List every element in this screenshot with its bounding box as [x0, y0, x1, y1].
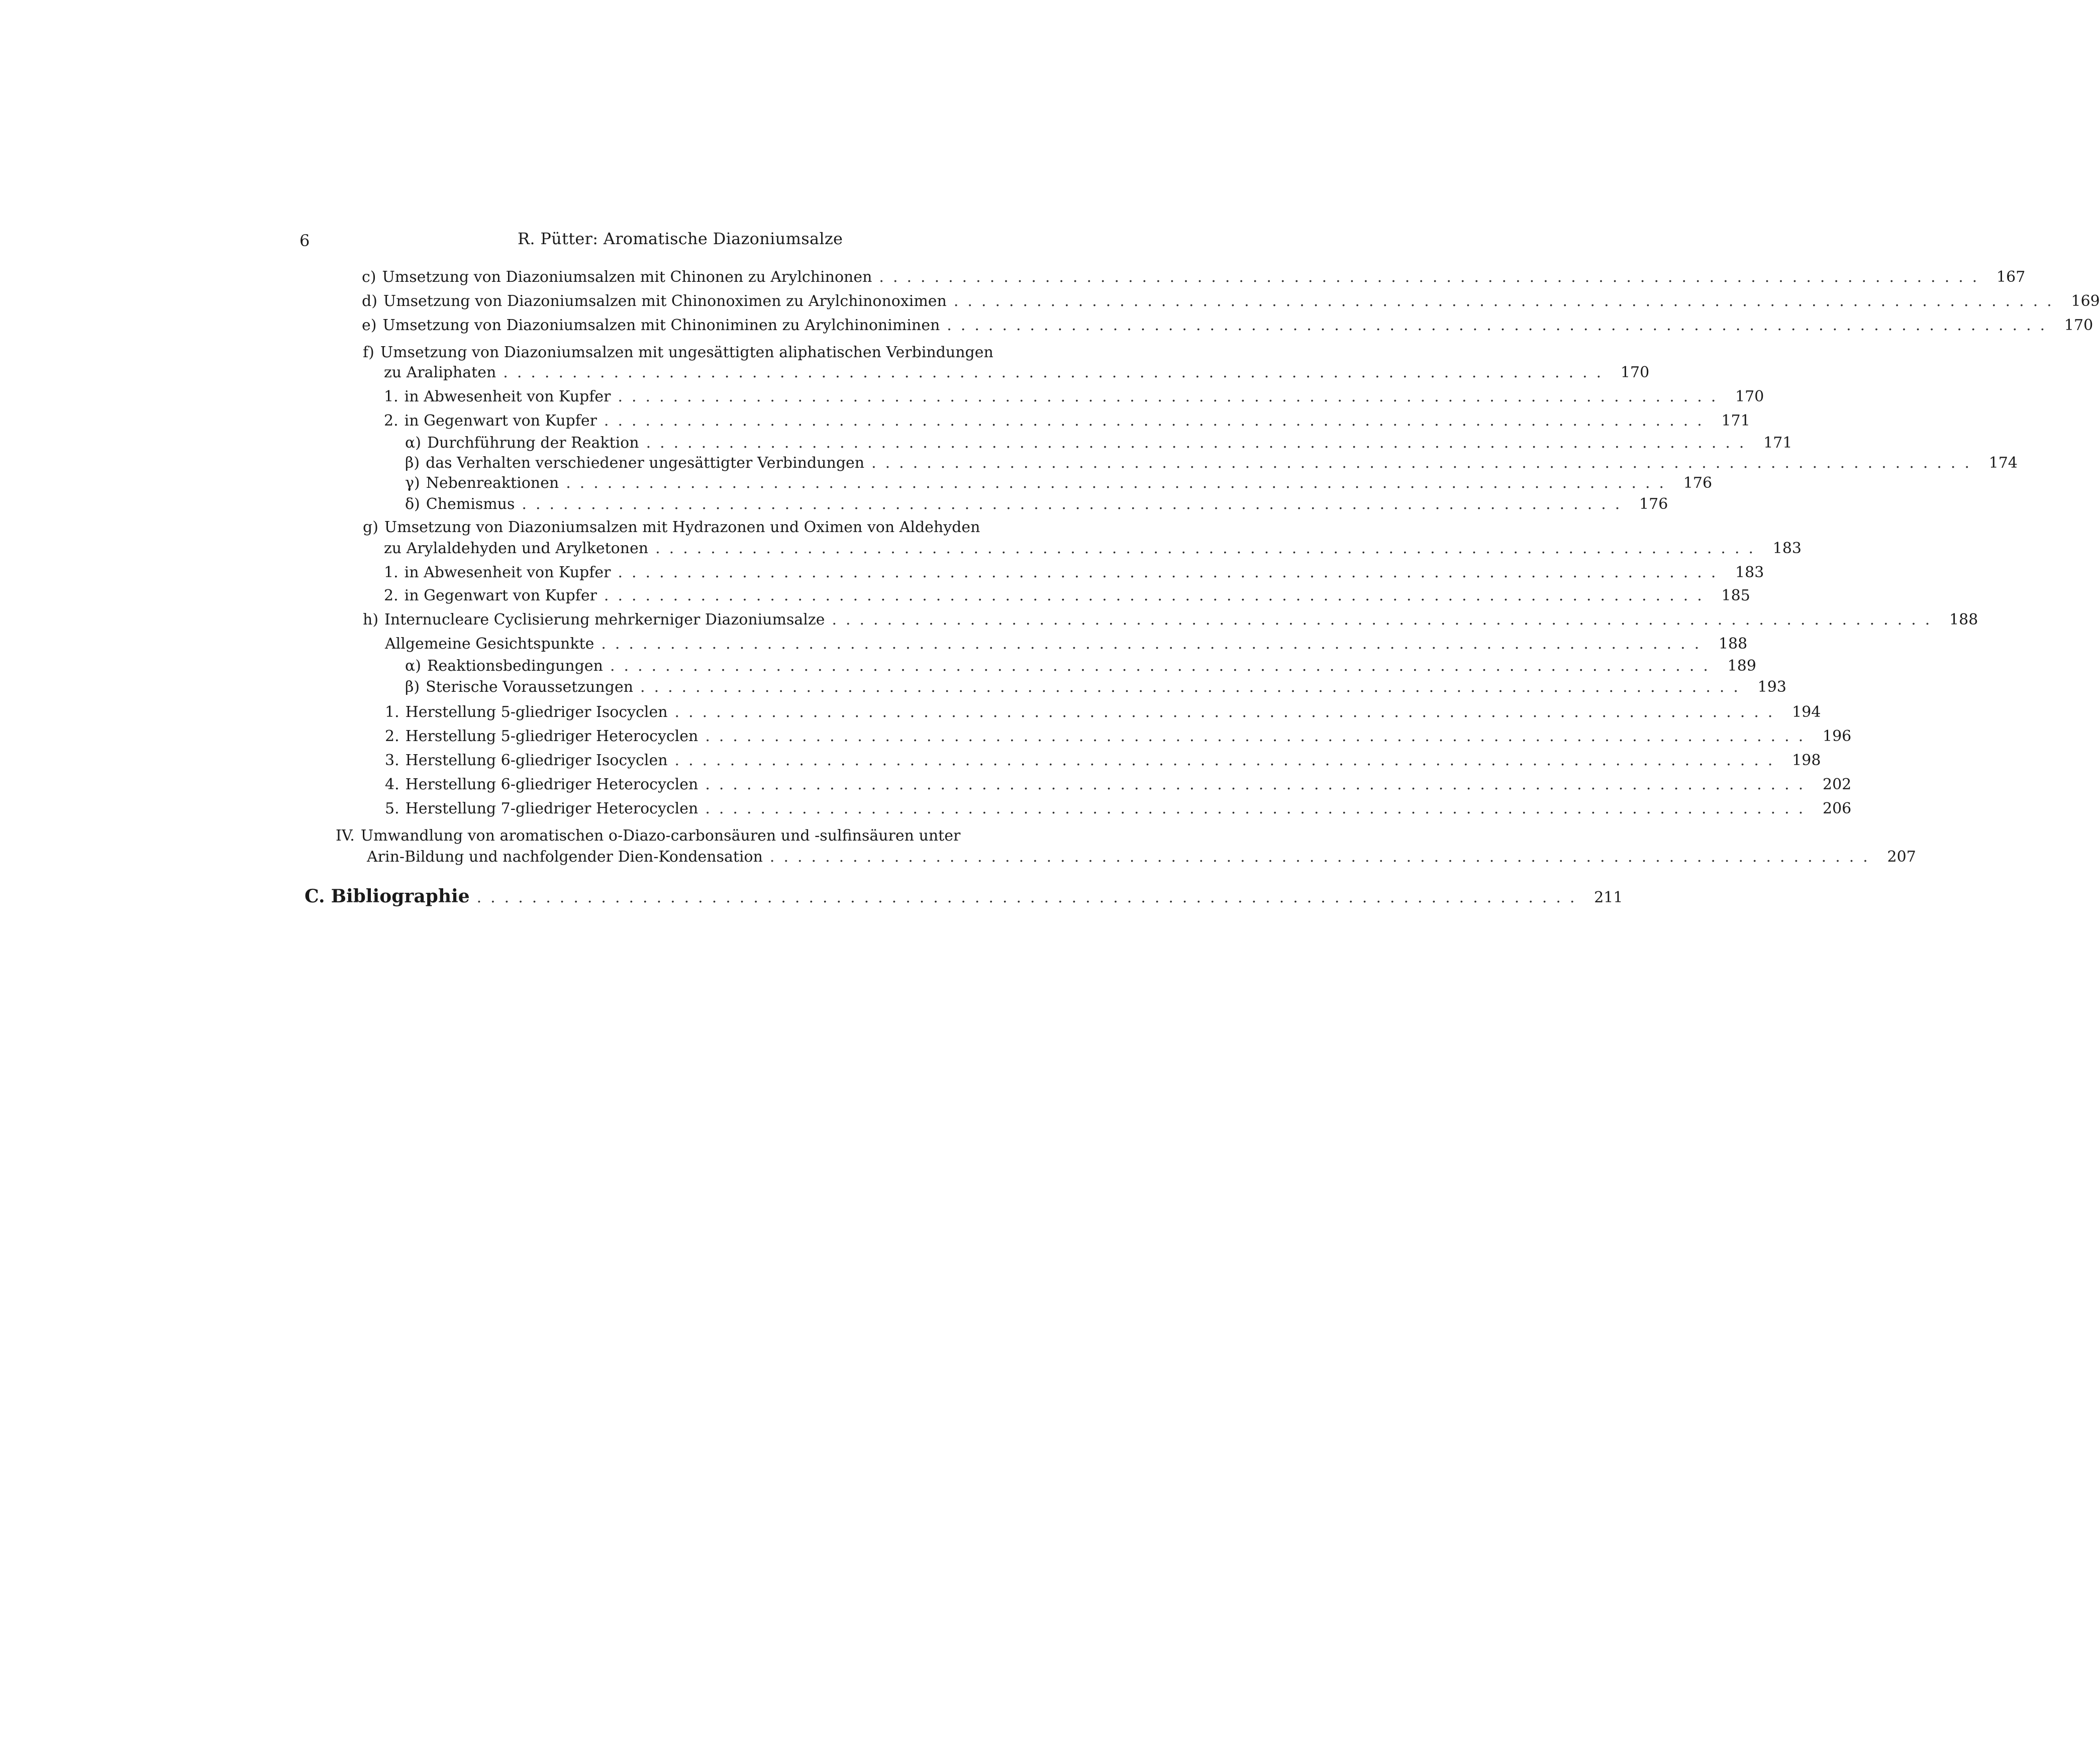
toc-entry-f-delta	[405, 494, 1668, 514]
leader-dots: ................................................................................	[705, 776, 1813, 793]
toc-page: 194	[1792, 703, 1821, 721]
leader-dots: ................................................................................	[646, 434, 1753, 452]
toc-text: Umsetzung von Diazoniumsalzen mit Chinonoximen zu Arylchinonoximen	[383, 292, 947, 310]
toc-entry-e	[362, 316, 2093, 336]
toc-text: in Gegenwart von Kupfer	[404, 412, 597, 430]
toc-page: 171	[1721, 412, 1750, 430]
toc-page: 198	[1792, 752, 1821, 769]
toc-page: 174	[1988, 454, 2018, 472]
toc-entry-h-1	[385, 702, 1821, 722]
toc-label: C.	[305, 886, 325, 907]
toc-text: Herstellung 7-gliedriger Heterocyclen	[405, 800, 698, 817]
toc-text: in Abwesenheit von Kupfer	[404, 564, 611, 581]
leader-dots: ................................................................................	[705, 800, 1813, 817]
leader-dots: ................................................................................	[871, 454, 1978, 472]
toc-label: c)	[362, 268, 376, 286]
leader-dots: ................................................................................	[953, 292, 2061, 310]
toc-text: Herstellung 5-gliedriger Heterocyclen	[405, 728, 698, 745]
toc-page: 188	[1718, 635, 1748, 653]
toc-entry-iv-line2	[367, 847, 1916, 867]
leader-dots: ................................................................................	[618, 564, 1725, 581]
toc-page: 202	[1822, 776, 1852, 793]
toc-entry-f-1	[384, 387, 1764, 407]
toc-label: IV.	[336, 827, 355, 845]
toc-page: 171	[1763, 434, 1792, 452]
toc-text: Internucleare Cyclisierung mehrkerniger Diazoniumsalze	[384, 611, 825, 629]
toc-label: h)	[363, 611, 379, 629]
toc-label: δ)	[405, 495, 420, 513]
leader-dots: ................................................................................	[769, 848, 1877, 866]
toc-entry-f-line2	[384, 363, 1650, 383]
toc-page: 170	[1735, 388, 1764, 405]
leader-dots: ................................................................................	[655, 540, 1763, 557]
toc-entry-iv-line1	[336, 826, 1034, 846]
running-head: R. Pütter: Aromatische Diazoniumsalze	[518, 229, 843, 248]
toc-label: 1.	[384, 388, 398, 405]
toc-text: Sterische Voraussetzungen	[426, 678, 634, 696]
toc-entry-h-alpha	[405, 656, 1756, 676]
toc-entry-h-2	[385, 727, 1852, 747]
toc-page: 193	[1757, 678, 1786, 696]
toc-label: 2.	[384, 587, 398, 604]
toc-text: Herstellung 6-gliedriger Isocyclen	[405, 752, 668, 769]
leader-dots: ................................................................................	[947, 317, 2054, 334]
toc-page: 183	[1735, 564, 1764, 581]
toc-page: 183	[1772, 540, 1802, 557]
toc-entry-h-4	[385, 775, 1852, 795]
toc-text: das Verhalten verschiedener ungesättigter Verbindungen	[426, 454, 865, 472]
toc-entry-h-5	[385, 799, 1852, 819]
toc-label: 1.	[384, 564, 398, 581]
toc-entry-g-line1	[363, 517, 1034, 538]
toc-page: 167	[1996, 268, 2026, 286]
toc-entry-c	[362, 267, 2026, 287]
toc-text: Durchführung der Reaktion	[427, 434, 639, 452]
toc-page: 188	[1949, 611, 1978, 629]
toc-page: 207	[1887, 848, 1916, 866]
toc-label: f)	[363, 344, 374, 361]
toc-entry-d	[362, 291, 2100, 312]
toc-entry-g-2	[384, 586, 1750, 606]
leader-dots: ................................................................................	[566, 474, 1673, 492]
toc-page: 176	[1639, 495, 1668, 513]
leader-dots: ................................................................................	[674, 752, 1782, 769]
toc-entry-h-beta	[405, 677, 1786, 697]
toc-text: Umsetzung von Diazoniumsalzen mit Chinonen zu Arylchinonen	[382, 268, 872, 286]
toc-entry-f-gamma	[405, 473, 1713, 493]
toc-page: 185	[1721, 587, 1750, 604]
toc-label: 4.	[385, 776, 399, 793]
toc-page: 206	[1822, 800, 1852, 817]
toc-label: α)	[405, 434, 421, 452]
toc-page: 170	[1620, 364, 1650, 381]
toc-page: 189	[1727, 657, 1756, 675]
leader-dots: ................................................................................	[604, 412, 1711, 430]
toc-entry-bibliography	[305, 886, 1623, 908]
leader-dots: ................................................................................	[674, 703, 1782, 721]
toc-page: 196	[1822, 728, 1852, 745]
toc-entry-f-alpha	[405, 433, 1792, 453]
toc-label: β)	[405, 678, 420, 696]
toc-text: Allgemeine Gesichtspunkte	[385, 635, 594, 653]
toc-text: Umsetzung von Diazoniumsalzen mit Hydrazonen und Oximen von Aldehyden	[384, 518, 980, 536]
leader-dots: ................................................................................	[610, 657, 1717, 675]
toc-label: g)	[363, 518, 378, 536]
toc-text: Reaktionsbedingungen	[427, 657, 604, 675]
toc-label: 3.	[385, 752, 399, 769]
toc-text: in Abwesenheit von Kupfer	[404, 388, 611, 405]
leader-dots: ................................................................................	[618, 388, 1725, 405]
leader-dots: ................................................................................	[601, 635, 1709, 653]
toc-label: 2.	[385, 728, 399, 745]
toc-text: Chemismus	[426, 495, 515, 513]
leader-dots: ................................................................................	[476, 889, 1584, 906]
toc-page: 169	[2071, 292, 2100, 310]
toc-text: Arin-Bildung und nachfolgender Dien-Kondensation	[367, 848, 763, 866]
toc-entry-g-1	[384, 563, 1764, 583]
toc-text: in Gegenwart von Kupfer	[404, 587, 597, 604]
toc-text: zu Arylaldehyden und Arylketonen	[384, 540, 649, 557]
toc-label: β)	[405, 454, 420, 472]
toc-text: Umsetzung von Diazoniumsalzen mit ungesättigten aliphatischen Verbindungen	[380, 344, 993, 361]
leader-dots: ................................................................................	[832, 611, 1939, 629]
toc-text: Nebenreaktionen	[426, 474, 559, 492]
toc-entry-h-3	[385, 751, 1821, 771]
toc-entry-g-line2	[384, 539, 1802, 559]
toc-page: 211	[1594, 889, 1623, 906]
toc-page: 170	[2064, 317, 2093, 334]
toc-text: Herstellung 6-gliedriger Heterocyclen	[405, 776, 698, 793]
toc-label: 2.	[384, 412, 398, 430]
leader-dots: ................................................................................	[705, 728, 1813, 745]
leader-dots: ................................................................................	[640, 678, 1747, 696]
toc-label: γ)	[405, 474, 420, 492]
leader-dots: ................................................................................	[879, 268, 1986, 286]
toc-text: Herstellung 5-gliedriger Isocyclen	[405, 703, 668, 721]
toc-text: Umwandlung von aromatischen o-Diazo-carbonsäuren und -sulfinsäuren unter	[360, 827, 961, 845]
toc-entry-f-line1	[363, 343, 1034, 363]
toc-label: d)	[362, 292, 377, 310]
toc-label: 1.	[385, 703, 399, 721]
toc-text: Umsetzung von Diazoniumsalzen mit Chinoniminen zu Arylchinoniminen	[382, 317, 940, 334]
toc-page: 176	[1683, 474, 1713, 492]
toc-label: 5.	[385, 800, 399, 817]
toc-entry-f-2	[384, 411, 1750, 431]
toc-entry-h-general	[385, 634, 1748, 654]
toc-entry-h	[363, 610, 1978, 630]
leader-dots: ................................................................................	[503, 364, 1611, 381]
toc-entry-f-beta	[405, 453, 2018, 473]
toc-label: e)	[362, 317, 377, 334]
leader-dots: ................................................................................	[522, 495, 1629, 513]
toc-text: Bibliographie	[331, 886, 470, 907]
page-number: 6	[299, 231, 310, 250]
toc-label: α)	[405, 657, 421, 675]
leader-dots: ................................................................................	[604, 587, 1711, 604]
toc-text: zu Araliphaten	[384, 364, 496, 381]
